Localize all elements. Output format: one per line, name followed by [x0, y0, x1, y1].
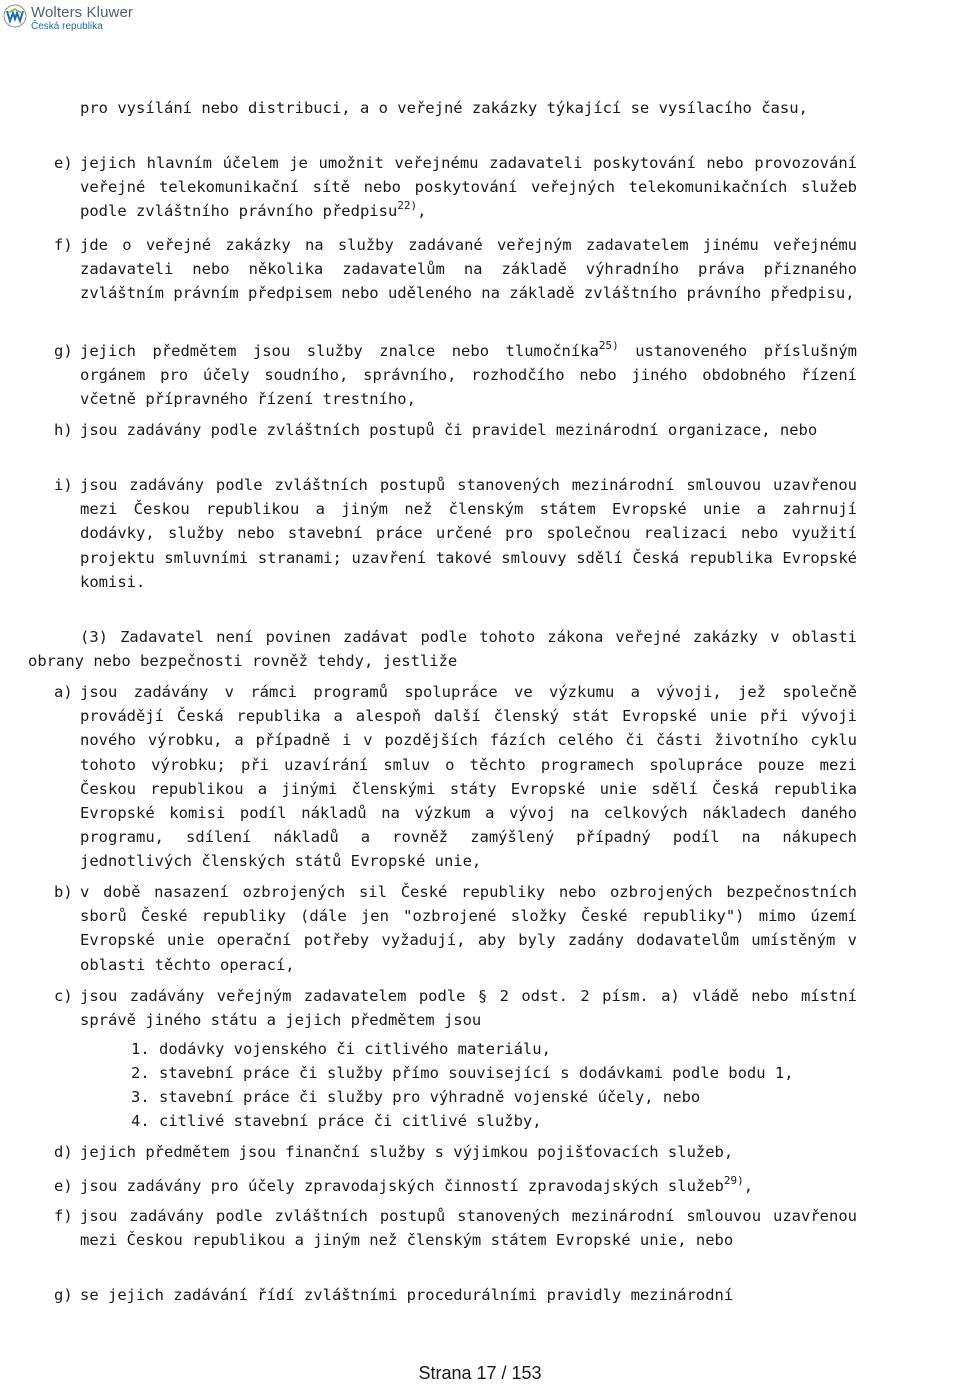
- continuation-text: pro vysílání nebo distribuci, a o veřejné zakázky týkající se vysílacího času,: [80, 99, 808, 117]
- list-item: [54, 418, 857, 442]
- item-label: f): [54, 1207, 73, 1225]
- footnote-ref: 25): [598, 339, 619, 352]
- sublist-item: 4. citlivé stavební práce či citlivé služby,: [131, 1112, 542, 1130]
- list-item: [54, 984, 857, 1032]
- item-text: jsou zadávány podle zvláštních postupů či pravidel mezinárodní organizace, nebo: [80, 421, 818, 439]
- sublist-item: 3. stavební práce či služby pro výhradně vojenské účely, nebo: [131, 1088, 701, 1106]
- page-number: Strana 17 / 153: [418, 1363, 542, 1383]
- item-label: a): [54, 683, 73, 701]
- item-text: jejich předmětem jsou služby znalce nebo tlumočníka: [80, 342, 599, 360]
- item-label: g): [54, 342, 73, 360]
- list-item: [54, 1174, 857, 1198]
- list-item: [54, 233, 857, 306]
- item-label: b): [54, 883, 73, 901]
- footnote-ref: 22): [397, 199, 418, 213]
- list-item: [54, 151, 857, 224]
- item-text: jsou zadávány podle zvláštních postupů stanovených mezinárodní smlouvou uzavřenou mezi Českou republikou a jiným než členským státem Evropské unie, nebo: [80, 1207, 857, 1250]
- logo-name: Wolters Kluwer: [31, 4, 133, 21]
- list-item: [54, 339, 857, 412]
- item-text: jsou zadávány podle zvláštních postupů stanovených mezinárodní smlouvou uzavřenou mezi Českou republikou a jiným než členským státem Evropské unie a zahrnují dodávky, služby nebo stavební práce určené pro společnou realizaci nebo využití projektu smluvními stranami; uzavření takové smlouvy sdělí Česká republika Evropské komisi.: [80, 476, 857, 591]
- item-tail: ,: [417, 202, 427, 221]
- list-item: [54, 1283, 857, 1307]
- item-text: jsou zadávány v rámci programů spolupráce ve výzkumu a vývoji, jež společně provádějí Česká republika a alespoň další členský stát Evropské unie při vývoji nového výrobku, a případně i v pozdějších fázích celého či části životního cyklu tohoto výrobku; při uzavírání smluv o těchto programech spolupráce pouze mezi Českou republikou a jinými členskými státy Evropské unie sdělí Česká republika Evropské komisi podíl nákladů na výzkum a vývoj na celkových nákladech daného programu, sdílení nákladů a rovněž zamýšlený případný podíl na nákupech jednotlivých členských států Evropské unie,: [80, 683, 857, 871]
- item-label: d): [54, 1143, 73, 1161]
- item-label: c): [54, 987, 73, 1005]
- item-text: jde o veřejné zakázky na služby zadávané veřejným zadavatelem jinému veřejnému zadavateli nebo několika zadavatelům na základě výhradního práva přiznaného zvláštním právním předpisem nebo uděleného na základě zvláštního právního předpisu,: [80, 236, 857, 303]
- item-label: h): [54, 421, 73, 439]
- list-item: [54, 680, 857, 874]
- list-item: [54, 1140, 857, 1164]
- item-text: jsou zadávány veřejným zadavatelem podle § 2 odst. 2 písm. a) vládě nebo místní správě jiného státu a jejich předmětem jsou: [80, 987, 857, 1030]
- item-text: v době nasazení ozbrojených sil České republiky nebo ozbrojených bezpečnostních sborů České republiky (dále jen "ozbrojené složky České republiky") mimo území Evropské unie operační potřeby vyžadují, aby byly zadány dodavatelům umístěným v oblasti těchto operací,: [80, 883, 857, 974]
- item-label: e): [54, 154, 73, 172]
- sublist-item: 1. dodávky vojenského či citlivého materiálu,: [131, 1040, 551, 1058]
- wolters-kluwer-logo-icon: [3, 4, 27, 28]
- item-label: f): [54, 236, 73, 254]
- footnote-ref: 29): [723, 1174, 744, 1187]
- sublist-item: 2. stavební práce či služby přímo související s dodávkami podle bodu 1,: [131, 1064, 794, 1082]
- logo-subtitle: Česká republika: [31, 21, 103, 32]
- item-text: jsou zadávány pro účely zpravodajských činností zpravodajských služeb: [80, 1177, 724, 1195]
- paragraph-3: (3) Zadavatel není povinen zadávat podle tohoto zákona veřejné zakázky v oblasti obrany nebo bezpečnosti rovněž tehdy, jestliže: [28, 628, 857, 671]
- item-text: jejich předmětem jsou finanční služby s výjimkou pojišťovacích služeb,: [80, 1143, 734, 1161]
- item-text: jejich hlavním účelem je umožnit veřejnému zadavateli poskytování nebo provozování veřejné telekomunikační sítě nebo poskytování veřejných telekomunikačních služeb podle zvláštního právního předpisu: [80, 154, 857, 221]
- item-tail: ,: [743, 1177, 754, 1195]
- item-text: se jejich zadávání řídí zvláštními procedurálními pravidly mezinárodní: [80, 1286, 734, 1304]
- item-label: e): [54, 1177, 73, 1195]
- item-tail: ustanoveného příslušným orgánem pro účely soudního, správního, rozhodčího nebo jiného obdobného řízení včetně přípravného řízení trestního,: [80, 342, 858, 409]
- item-label: i): [54, 476, 73, 494]
- list-item: [54, 473, 857, 594]
- list-item: [54, 1204, 857, 1252]
- publisher-logo: [3, 4, 133, 32]
- list-item: [54, 880, 857, 977]
- item-label: g): [54, 1286, 73, 1304]
